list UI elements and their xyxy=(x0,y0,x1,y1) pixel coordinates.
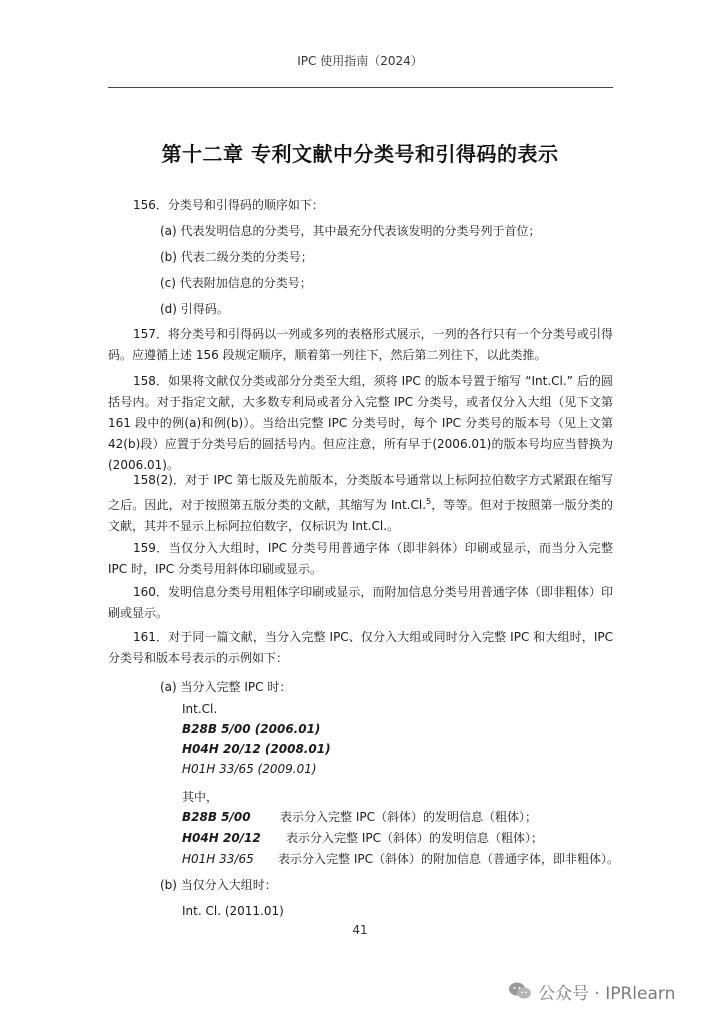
explanation-row-1 xyxy=(182,808,537,826)
chapter-title: 第十二章 专利文献中分类号和引得码的表示 xyxy=(161,142,559,166)
explanation-desc-1: 表示分入完整 IPC（斜体）的发明信息（粗体）； xyxy=(280,810,537,824)
example-a-code-1: B28B 5/00 (2006.01) xyxy=(182,722,321,736)
superscript-version: 5 xyxy=(426,497,432,506)
example-a-code-3: H01H 33/65 (2009.01) xyxy=(182,762,317,776)
list-item-156c: (c) 代表附加信息的分类号； xyxy=(160,276,312,290)
explanation-desc-2: 表示分入完整 IPC（斜体）的发明信息（粗体）； xyxy=(286,831,543,845)
explanation-row-3 xyxy=(182,850,619,868)
list-item-156b: (b) 代表二级分类的分类号； xyxy=(160,250,313,264)
example-b-code: Int. Cl. (2011.01) xyxy=(182,904,284,918)
wechat-icon xyxy=(508,981,532,1001)
example-a-label: (a) 当分入完整 IPC 时： xyxy=(160,680,292,694)
header-divider xyxy=(108,87,613,88)
example-b-label: (b) 当仅分入大组时： xyxy=(160,878,277,892)
example-a-code-2: H04H 20/12 (2008.01) xyxy=(182,742,331,756)
paragraph-158-2 xyxy=(108,470,613,537)
paragraph-156: 156．分类号和引得码的顺序如下： xyxy=(133,198,324,212)
running-header: IPC 使用指南（2024） xyxy=(297,54,423,68)
paragraph-160: 160．发明信息分类号用粗体字印刷或显示，而附加信息分类号用普通字体（即非粗体）印刷或显示。 xyxy=(108,585,613,620)
paragraph-157: 157．将分类号和引得码以一列或多列的表格形式展示，一列的各行只有一个分类号或引得码。应遵循上述 156 段规定顺序，顺着第一列往下，然后第二列往下，以此类推。 xyxy=(108,327,613,362)
paragraph-158-2-before: 158(2)．对于 IPC 第七版及先前版本，分类版本号通常以上标阿拉伯数字方式紧跟在缩写之后。因此，对于按照第五版分类的文献，其缩写为 Int.Cl. xyxy=(108,473,613,512)
list-item-156d: (d) 引得码。 xyxy=(160,302,229,316)
example-a-abbrev: Int.Cl. xyxy=(182,702,218,716)
paragraph-158: 158．如果将文献仅分类或部分分类至大组，须将 IPC 的版本号置于缩写 “Int.Cl.” 后的圆括号内。对于指定文献，大多数专利局或者分入完整 IPC 分类号，或者仅分入大组（见下文第 161 段中的例(a)和例(b)）。当给出完整 IPC 分类号时，每个 IPC 分类号的版本号（见上文第 42(b)段）应置于分类号后的圆括号内。但应注意，所有早于(2006.01)的版本号均应当替换为(2006.01)。 xyxy=(108,374,613,472)
where-label: 其中， xyxy=(182,790,219,804)
paragraph-159: 159．当仅分入大组时，IPC 分类号用普通字体（即非斜体）印刷或显示，而当分入完整 IPC 时，IPC 分类号用斜体印刷或显示。 xyxy=(108,541,613,576)
explanation-desc-3: 表示分入完整 IPC（斜体）的附加信息（普通字体，即非粗体）。 xyxy=(278,852,619,866)
page-number: 41 xyxy=(352,923,368,937)
paragraph-158-2-after: ，等等。但对于按照第一版分类的文献，其并不显示上标阿拉伯数字，仅标识为 Int.Cl.。 xyxy=(108,498,613,533)
watermark-text: 公众号 · IPRlearn xyxy=(538,983,676,1004)
explanation-code-2: H04H 20/12 xyxy=(182,831,261,845)
explanation-code-3: H01H 33/65 xyxy=(182,852,254,866)
list-item-156a: (a) 代表发明信息的分类号，其中最充分代表该发明的分类号列于首位； xyxy=(160,224,541,238)
paragraph-161: 161．对于同一篇文献，当分入完整 IPC、仅分入大组或同时分入完整 IPC 和大组时，IPC 分类号和版本号表示的示例如下： xyxy=(108,630,613,665)
explanation-code-1: B28B 5/00 xyxy=(182,810,251,824)
explanation-row-2 xyxy=(182,829,543,847)
watermark xyxy=(508,978,675,1004)
